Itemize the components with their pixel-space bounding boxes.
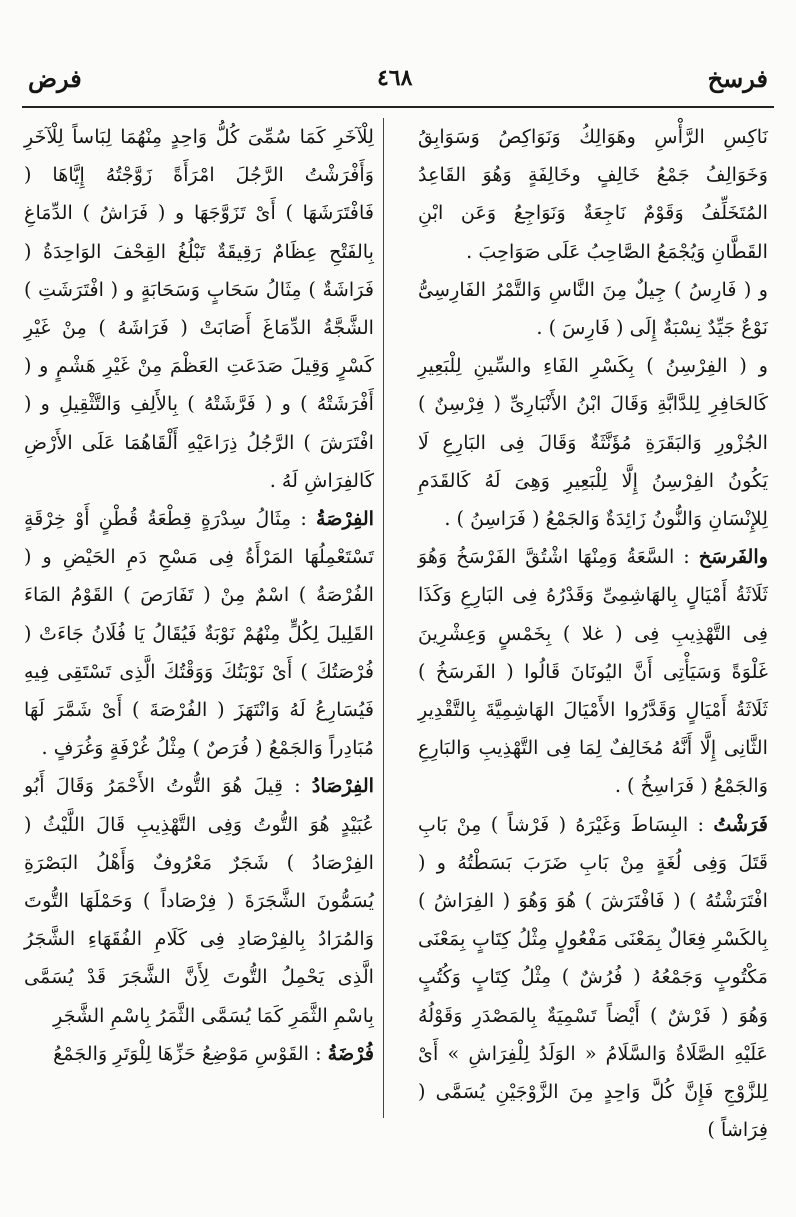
entry-text: و ( فَارِسُ ) جِيلٌ مِنَ النَّاسِ وَالتَّمْرُ الفَارِسِىُّ نَوْعٌ جَيِّدٌ نِسْبَةٌ إِلَى ( فَارِسَ ) . <box>418 277 768 340</box>
header-rule <box>22 106 774 108</box>
page-number: ٤٦٨ <box>376 65 413 91</box>
entry-headword: الفِرْصَةُ <box>315 507 375 531</box>
column-separator <box>383 118 384 1118</box>
entry-text: و ( الفِرْسِنُ ) بِكَسْرِ الفَاءِ والسِّينِ لِلْبَعِيرِ كَالحَافِرِ لِلدَّابَّةِ وَقَالَ ابْنُ الأَنْبَارِىِّ ( فِرْسِنٌ ) الجُزْورِ وَالبَقَرَةِ مُؤَنَّثَةٌ وَقَالَ فِى البَارِعِ لَا يَكُونُ الفِرْسِنُ إِلَّا لِلْبَعِيرِ وَهِىَ لَهُ كَالقَدَمِ لِلإِنْسَانِ وَالنُّونُ زَائِدَةٌ وَالجَمْعُ ( فَرَاسِنُ ) . <box>418 354 768 531</box>
entry-paragraph <box>418 347 768 538</box>
entry-paragraph <box>24 118 374 500</box>
entry-paragraph <box>418 271 768 347</box>
entry-text: : القَوْسِ مَوْضِعُ حَزِّهَا لِلْوَتَرِ وَالجَمْعُ <box>53 1041 322 1065</box>
header-left-keyword: فرض <box>28 63 82 93</box>
page-header <box>28 58 768 98</box>
entry-headword: فَرَشْتُ <box>713 812 768 836</box>
entry-paragraph <box>418 118 768 271</box>
entry-paragraph <box>418 806 768 1150</box>
entry-text: نَاكِسِ الرَّأْسِ وهَوَالِكُ وَنَوَاكِصُ وَسَوَابِقُ وَخَوَالِفُ جَمْعُ خَالِفٍ وخَالِفَةٍ وَهُوَ القَاعِدُ المُتَخَلِّفُ وَقَوْمٌ نَاجِعَةٌ وَنَوَاجِعُ وَعَن ابْنِ القَطَّانِ وَيُجْمَعُ الصَّاحِبُ عَلَى صَوَاحِبَ . <box>418 125 768 263</box>
left-column <box>24 118 374 1073</box>
right-column <box>418 118 768 1149</box>
entry-text: : البِسَاطَ وَغَيْرَهُ ( فَرْشاً ) مِنْ بَابِ قَتَلَ وَفِى لُغَةٍ مِنْ بَابِ ضَرَبَ بَسَطْتُهُ و ( افْتَرَشْتُهُ ) ( فَافْتَرَشَ ) هُوَ وَهُوَ ( الفِرَاشُ ) بِالكَسْرِ فِعَالٌ بِمَعْنَى مَفْعُولٍ مِثْلُ كِتَابٍ بِمَعْنَى مَكْتُوبٍ وَجَمْعُهُ ( فُرُشٌ ) مِثْلُ كِتَابٍ وَكُتُبٍ وَهُوَ ( فَرْشٌ ) أَيْضاً تَسْمِيَةٌ بِالمَصْدَرِ وَقَوْلُهُ عَلَيْهِ الصَّلَاةُ وَالسَّلَامُ « الوَلَدُ لِلْفِرَاشِ » أَىْ لِلزَّوْجِ فَإِنَّ كُلَّ وَاحِدٍ مِنَ الزَّوْجَيْنِ يُسَمَّى ( فِرَاشاً ) <box>418 812 768 1142</box>
entry-paragraph <box>418 538 768 805</box>
entry-text: : مِثَالُ سِدْرَةٍ قِطْعَةُ قُطْنٍ أَوْ خِرْقَةٍ تَسْتَعْمِلُهَا المَرْأَةُ فِى مَسْحِ دَمِ الحَيْضِ و ( الفُرْصَةُ ) اسْمٌ مِنْ ( تَفَارَصَ ) القَوْمُ المَاءَ القَلِيلَ لِكُلٍّ مِنْهُمْ نَوْبَةٌ فَيُقَالُ يَا فُلَانُ جَاءَتْ ( فُرْصَتُكَ ) أَىْ نَوْبَتُكَ وَوَقْتُكَ الَّذِى تَسْتَقِى فِيهِ فَيُسَارِعُ لَهُ وَانْتَهَزَ ( الفُرْصَةَ ) أَىْ شَمَّرَ لَهَا مُبَادِراً وَالجَمْعُ ( فُرَصٌ ) مِثْلُ غُرْفَةٍ وَغُرَفٍ . <box>24 507 374 760</box>
entry-text: لِلْآخَرِ كَمَا سُمِّىَ كُلُّ وَاحِدٍ مِنْهُمَا لِبَاساً لِلْآخَرِ وَأَفْرَشْتُ الرَّجُلَ امْرَأَةً زَوَّجْتُهُ إِيَّاهَا ( فَافْتَرَشَهَا ) أَىْ تَزَوَّجَهَا و ( فَرَاشُ ) الدِّمَاغِ بِالفَتْحِ عِظَامٌ رَقِيقَةٌ تَبْلُغُ القِحْفَ الوَاحِدَةُ ( فَرَاشَةٌ ) مِثَالُ سَحَابٍ وَسَحَابَةٍ و ( افْتَرَشَتِ ) الشَّجَّةُ الدِّمَاغَ أَصَابَتْ ( فَرَاشَهُ ) مِنْ غَيْرِ كَسْرٍ وَقِيلَ صَدَعَتِ العَظْمَ مِنْ غَيْرِ هَشْمٍ و ( أَفْرَشَتْهُ ) و ( فَرَّشَتْهُ ) بِالأَلِفِ وَالتَّثْقِيلِ و ( افْتَرَشَ ) الرَّجُلُ ذِرَاعَيْهِ أَلْقَاهُمَا عَلَى الأَرْضِ كَالفِرَاشِ لَهُ . <box>24 125 374 492</box>
header-right-keyword: فرسخ <box>707 63 768 93</box>
entry-paragraph <box>24 500 374 767</box>
entry-paragraph <box>24 1035 374 1073</box>
entry-text: : السَّعَةُ وَمِنْهَا اشْتُقَّ الفَرْسَخُ وَهُوَ ثَلَاثَةُ أَمْيَالٍ بِالهَاشِمِىِّ وَقَدْرُهُ فِى البَارِعِ وَكَذَا فِى التَّهْذِيبِ فِى ( غلا ) بِخَمْسٍ وَعِشْرِينَ غَلْوَةً وَسَيَأْتِى أَنَّ اليُونَانَ قَالُوا ( الفَرسَخُ ) ثَلَاثَةُ أَمْيَالٍ وَقَدَّرُوا الأَمْيَالَ الهَاشِمِيَّةَ بِالتَّقْدِيرِ الثَّانِى إِلَّا أَنَّهُ مُخَالِفٌ لِمَا فِى التَّهْذِيبِ وَالبَارِعِ وَالجَمْعُ ( فَرَاسِخُ ) . <box>418 545 768 798</box>
entry-headword: والفَرسَخ <box>698 545 768 569</box>
entry-headword: فُرْضَةُ <box>327 1041 374 1065</box>
entry-text: : قِيلَ هُوَ التُّوتُ الأَحْمَرُ وَقَالَ أَبُو عُبَيْدٍ هُوَ التُّوتُ وَفِى التَّهْذِيبِ قَالَ اللَّيْثُ ( الفِرْصَادُ ) شَجَرٌ مَعْرُوفٌ وَأَهْلُ البَصْرَةِ يُسَمُّونَ الشَّجَرَةَ ( فِرْصَاداً ) وَحَمْلَهَا التُّوتَ وَالمُرَادُ بِالفِرْصَادِ فِى كَلَامِ الفُقَهَاءِ الشَّجَرُ الَّذِى يَحْمِلُ التُّوتَ لِأَنَّ الشَّجَرَ قَدْ يُسَمَّى بِاسْمِ الثَّمَرِ كَمَا يُسَمَّى الثَّمَرُ بِاسْمِ الشَّجَرِ <box>24 774 374 1027</box>
entry-headword: الفِرْصَادُ <box>311 774 374 798</box>
entry-paragraph <box>24 767 374 1034</box>
